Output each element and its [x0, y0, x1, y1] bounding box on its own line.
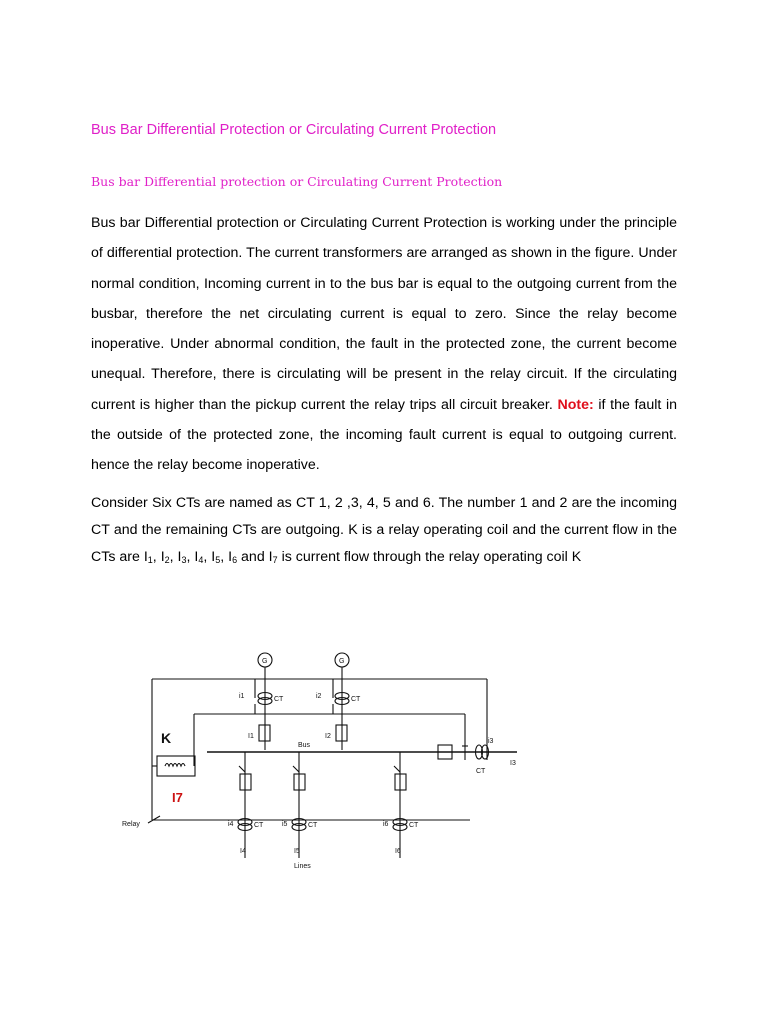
note-label: Note: [557, 396, 594, 413]
ct-intro-text: Consider Six CTs are named as CT 1, 2 ,3, 4, 5 and 6. The number 1 and 2 are the incoming CT and the remaining CTs are outgoing. K is a relay operating coil and the current flow in the CTs are [91, 495, 677, 566]
current-i2: $I_2$ [160, 549, 170, 566]
ct-1-label: CT [274, 696, 284, 703]
big-i5-label: I5 [294, 848, 300, 855]
paragraph-ct-description: Consider Six CTs are named as CT 1, 2 ,3, 4, 5 and 6. The number 1 and 2 are the incoming CT and the remaining CTs are outgoing. K is a relay operating coil and the current flow in the CTs are $I_1$, $I_2$, $I_3$, $I_4$, $I_5$, $I_6$ and $I_7$ is current flow through the relay operating coil K [91, 495, 677, 566]
generator-1-label: G [262, 658, 268, 665]
relay-current-label: I7 [172, 790, 183, 805]
relay-label: Relay [122, 821, 140, 828]
coil-k-label: K [161, 730, 172, 746]
ct-2-label: CT [351, 696, 361, 703]
busbar-protection-diagram [112, 648, 532, 878]
current-i4: $I_4$ [194, 549, 204, 566]
relay-coil-k [157, 756, 195, 776]
big-i3-label: I3 [510, 760, 516, 767]
paragraph-principle-text: Bus bar Differential protection or Circulating Current Protection is working under the principle of differential protection. The current transformers are arranged as shown in the figure. Under normal condition, Incoming current in to the bus bar is equal to the outgoing current from the busbar, therefore the net circulating current is equal to zero. Since the relay become inoperative. Under abnormal condition, the fault in the protected zone, the current become unequal. Therefore, there is circulating will be present in the relay circuit. If the circulating current is higher than the pickup current the relay trips all circuit breaker. [91, 215, 677, 413]
small-i3-label: i3 [488, 738, 494, 745]
big-i2-label: I2 [325, 733, 331, 740]
ct-outro-text: is current flow through the relay operating coil K [277, 549, 582, 566]
lines-label: Lines [294, 863, 311, 870]
ct-5-label: CT [308, 822, 318, 829]
big-i1-label: I1 [248, 733, 254, 740]
big-i6-label: I6 [395, 848, 401, 855]
current-i5: $I_5$ [211, 549, 221, 566]
current-i6: $I_6$ [228, 549, 238, 566]
bus-label: Bus [298, 742, 311, 749]
small-i5-label: i5 [282, 821, 288, 828]
section-heading: Bus bar Differential protection or Circulating Current Protection [91, 174, 503, 189]
note-text: if the fault in the outside of the protected zone, the incoming fault current is equal to outgoing current. hence the relay become inoperative. [91, 396, 677, 474]
ct-4-label: CT [254, 822, 264, 829]
paragraph-principle [91, 208, 677, 481]
small-i4-label: i4 [228, 821, 234, 828]
ct-6-label: CT [409, 822, 419, 829]
small-i6-label: i6 [383, 821, 389, 828]
current-i1: $I_1$ [143, 549, 153, 566]
ct-3-label: CT [476, 768, 486, 775]
small-i2-label: i2 [316, 693, 322, 700]
small-i1-label: i1 [239, 693, 245, 700]
big-i4-label: I4 [240, 848, 246, 855]
current-i7: $I_7$ [268, 549, 278, 566]
page-title: Bus Bar Differential Protection or Circulating Current Protection [91, 122, 497, 138]
generator-2-label: G [339, 658, 345, 665]
current-i3: $I_3$ [177, 549, 187, 566]
